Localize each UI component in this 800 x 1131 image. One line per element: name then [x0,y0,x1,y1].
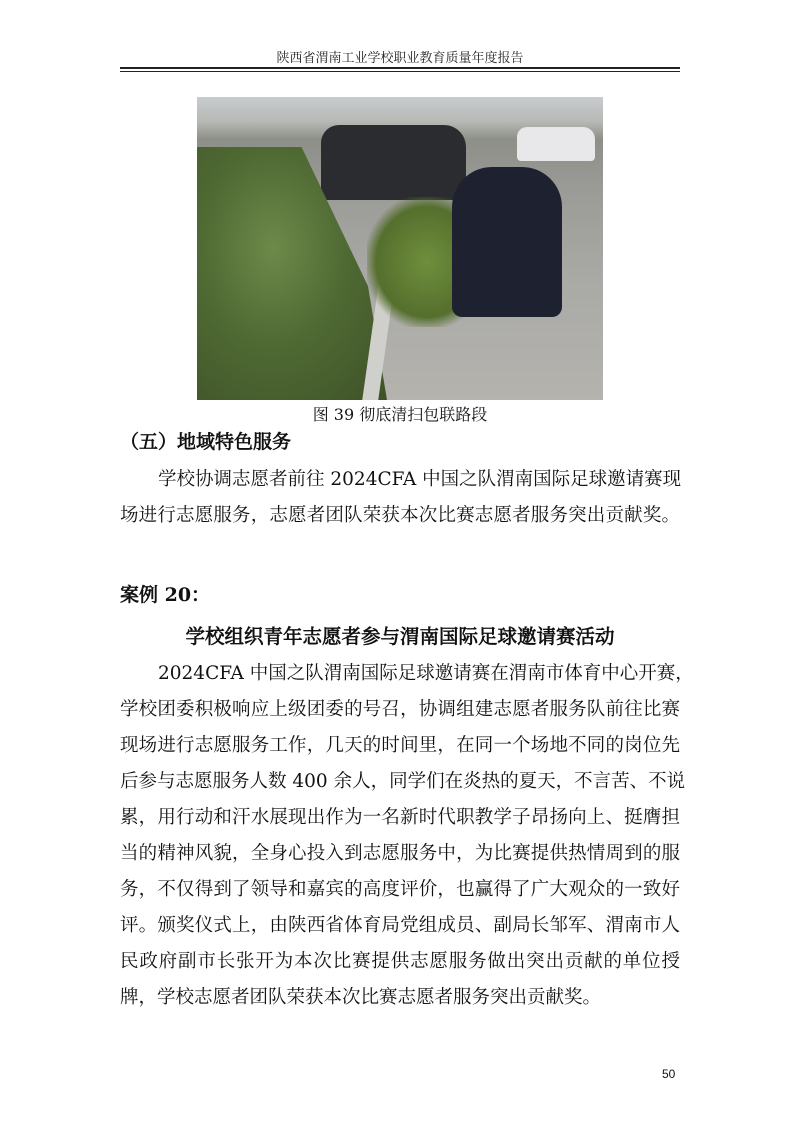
body-line: 后参与志愿服务人数 400 余人，同学们在炎热的夏天，不言苦、不说 [120,771,686,792]
page-header: 陕西省渭南工业学校职业教育质量年度报告 [276,51,524,66]
case-title: 学校组织青年志愿者参与渭南国际足球邀请赛活动 [185,625,615,648]
body-line: 当的精神风貌，全身心投入到志愿服务中，为比赛提供热情周到的服 [120,843,680,864]
paragraph-line: 场进行志愿服务，志愿者团队荣获本次比赛志愿者服务突出贡献奖。 [120,505,680,526]
body-line: 学校团委积极响应上级团委的号召，协调组建志愿者服务队前往比赛 [120,699,680,720]
header-rule-thin [120,71,680,72]
photo-person [452,167,562,317]
body-line: 累，用行动和汗水展现出作为一名新时代职教学子昂扬向上、挺膺担 [120,807,680,828]
figure-photo [197,97,603,400]
paragraph-line: 学校协调志愿者前往 2024CFA 中国之队渭南国际足球邀请赛现 [158,469,682,490]
header-rule-thick [120,67,680,69]
body-line: 2024CFA 中国之队渭南国际足球邀请赛在渭南市体育中心开赛， [158,663,694,684]
page-number: 50 [662,1067,676,1081]
body-line: 评。颁奖仪式上，由陕西省体育局党组成员、副局长邹军、渭南市人 [120,915,680,936]
photo-white-car [517,127,595,161]
section-heading: （五）地域特色服务 [120,431,292,453]
case-label: 案例 20： [120,584,211,606]
body-line: 现场进行志愿服务工作，几天的时间里，在同一个场地不同的岗位先 [120,735,680,756]
photo-suv [321,125,466,200]
body-line: 牌，学校志愿者团队荣获本次比赛志愿者服务突出贡献奖。 [120,987,602,1008]
figure-caption: 图 39 彻底清扫包联路段 [312,405,488,424]
body-line: 务，不仅得到了领导和嘉宾的高度评价，也赢得了广大观众的一致好 [120,879,680,900]
body-line: 民政府副市长张开为本次比赛提供志愿服务做出突出贡献的单位授 [120,951,680,972]
